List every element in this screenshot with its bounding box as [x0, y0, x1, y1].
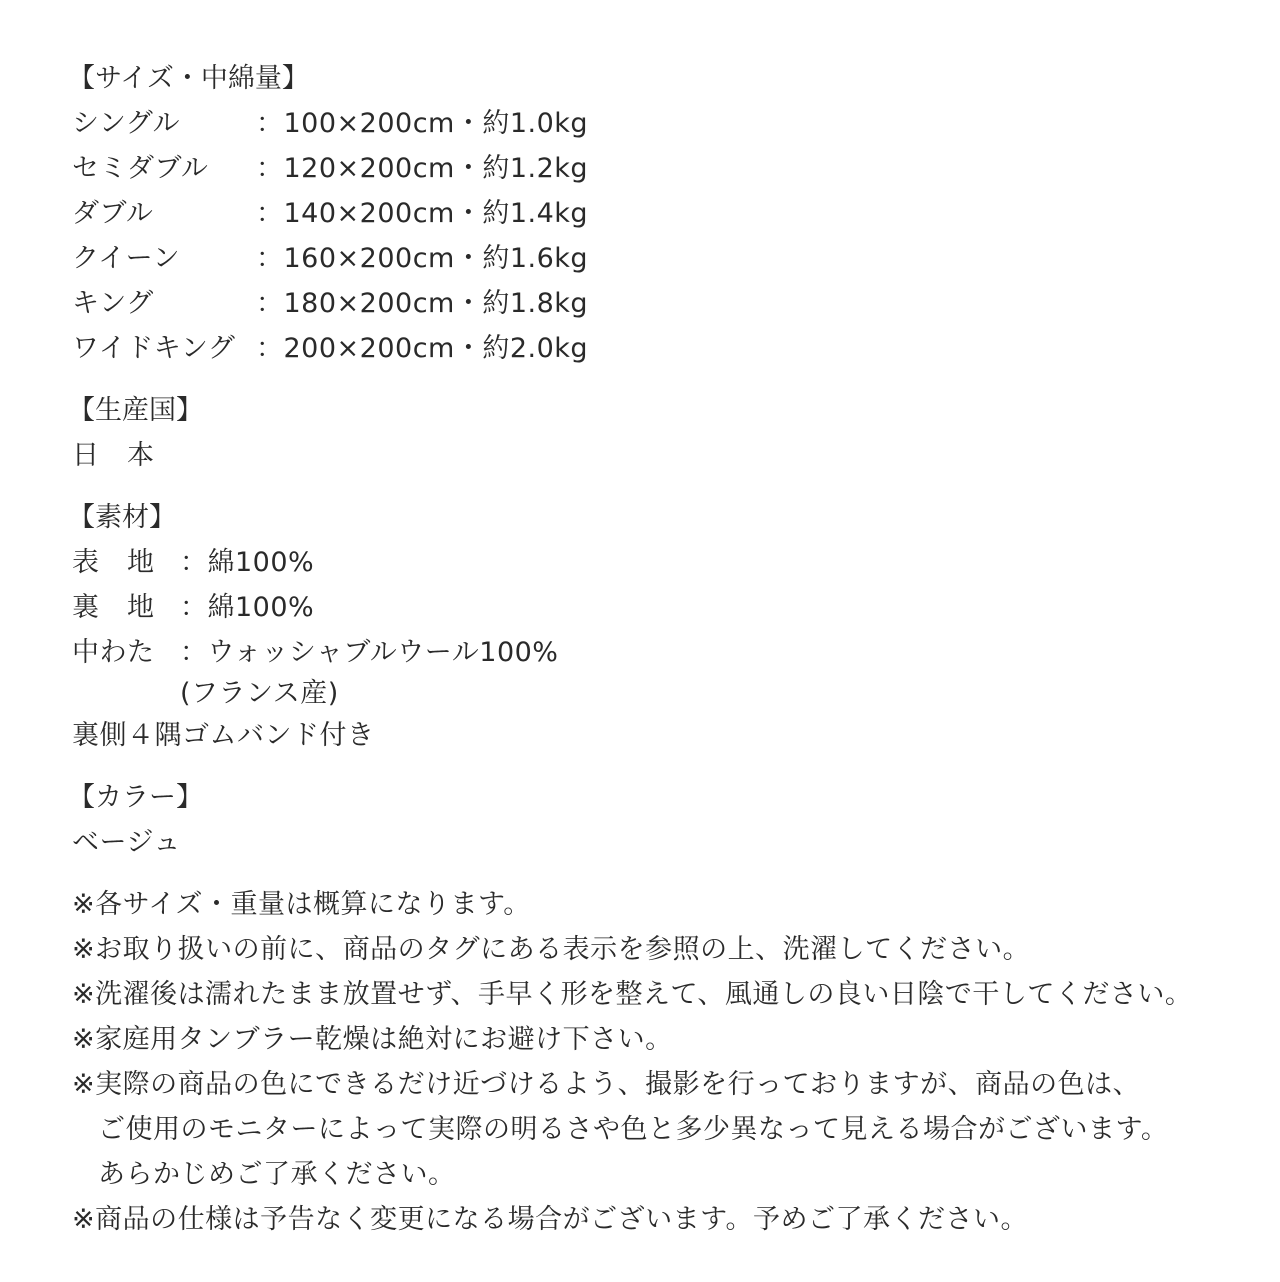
material-value: ：綿100% — [180, 592, 315, 623]
note-line-continuation: あらかじめご了承ください。 — [98, 1159, 456, 1190]
size-row-double — [72, 191, 1232, 236]
size-value: ：160×200cm・約1.6kg — [256, 243, 589, 274]
color-value: ベージュ — [72, 827, 181, 858]
size-value: ：140×200cm・約1.4kg — [256, 198, 589, 229]
material-value: ：ウォッシャブルウール100% — [180, 637, 559, 668]
size-label: セミダブル — [72, 153, 209, 184]
material-label: 裏 地 — [72, 592, 155, 623]
note-line: ※商品の仕様は予告なく変更になる場合がございます。予めご了承ください。 — [72, 1204, 1028, 1235]
material-row-filling — [72, 630, 1232, 675]
size-value: ：100×200cm・約1.0kg — [256, 108, 589, 139]
size-value: ：180×200cm・約1.8kg — [256, 288, 589, 319]
size-row-single — [72, 101, 1232, 146]
size-label: ワイドキング — [72, 333, 236, 364]
size-value: ：120×200cm・約1.2kg — [256, 153, 589, 184]
origin-section-heading: 【生産国】 — [68, 395, 203, 426]
material-row-outer — [72, 540, 1232, 585]
material-section-heading: 【素材】 — [68, 502, 176, 533]
size-label: シングル — [72, 108, 180, 139]
material-extra-note: 裏側４隅ゴムバンド付き — [72, 720, 375, 751]
size-row-king — [72, 281, 1232, 326]
product-spec-document — [68, 56, 1232, 1242]
size-label: クイーン — [72, 243, 181, 274]
size-label: ダブル — [72, 198, 154, 229]
material-origin-note: (フランス産) — [180, 678, 339, 709]
material-value: ：綿100% — [180, 547, 315, 578]
material-label: 中わた — [72, 637, 155, 668]
size-row-semi-double — [72, 146, 1232, 191]
size-row-wide-king — [72, 326, 1232, 371]
origin-value: 日 本 — [72, 440, 155, 471]
size-section-heading: 【サイズ・中綿量】 — [68, 63, 309, 94]
note-line: ※洗濯後は濡れたまま放置せず、手早く形を整えて、風通しの良い日陰で干してください。 — [72, 979, 1193, 1010]
size-value: ：200×200cm・約2.0kg — [256, 333, 589, 364]
note-line: ※家庭用タンブラー乾燥は絶対にお避け下さい。 — [72, 1024, 673, 1055]
material-row-inner — [72, 585, 1232, 630]
note-line-continuation: ご使用のモニターによって実際の明るさや色と多少異なって見える場合がございます。 — [98, 1114, 1169, 1145]
color-section-heading: 【カラー】 — [68, 782, 203, 813]
note-line: ※各サイズ・重量は概算になります。 — [72, 889, 531, 920]
size-row-queen — [72, 236, 1232, 281]
note-line: ※実際の商品の色にできるだけ近づけるよう、撮影を行っておりますが、商品の色は、 — [72, 1069, 1141, 1100]
size-label: キング — [72, 288, 154, 319]
material-label: 表 地 — [72, 547, 155, 578]
note-line: ※お取り扱いの前に、商品のタグにある表示を参照の上、洗濯してください。 — [72, 934, 1031, 965]
